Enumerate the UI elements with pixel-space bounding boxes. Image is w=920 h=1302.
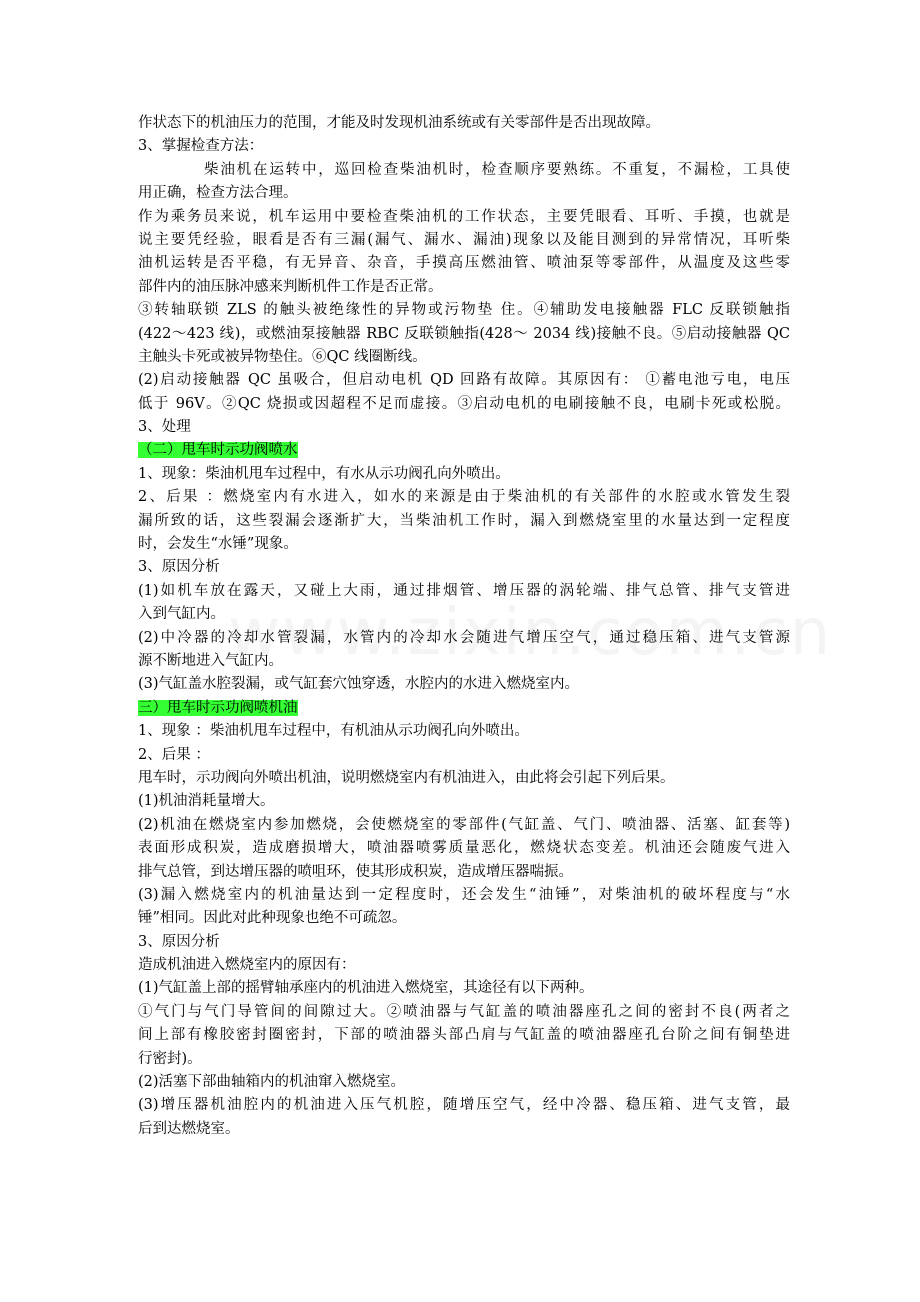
text-line-content: 部件内的油压脉冲感来判断机件工作是否正常。 bbox=[138, 278, 443, 295]
text-line bbox=[138, 1118, 790, 1141]
text-line bbox=[138, 861, 790, 884]
text-line bbox=[138, 369, 790, 392]
text-line-content: (3)漏入燃烧室内的机油量达到一定程度时，还会发生“油锤”，对柴油机的破坏程度与“水 bbox=[138, 886, 790, 903]
text-line-content: 表面形成积炭，造成磨损增大，喷油器喷雾质量恶化，燃烧状态变差。机油还会随废气进入 bbox=[138, 840, 790, 857]
section-heading bbox=[138, 697, 790, 720]
text-line bbox=[138, 393, 790, 416]
text-line-content: ①气门与气门导管间的间隙过大。②喷油器与气缸盖的喷油器座孔之间的密封不良(两者之 bbox=[138, 1003, 790, 1020]
text-line bbox=[138, 463, 790, 486]
text-line-content: (3)增压器机油腔内的机油进入压气机腔，随增压空气，经中冷器、稳压箱、进气支管，最 bbox=[138, 1097, 790, 1114]
text-line bbox=[138, 159, 790, 182]
text-line bbox=[138, 884, 790, 907]
text-line bbox=[138, 603, 790, 626]
text-line-content: 甩车时，示功阀向外喷出机油，说明燃烧室内有机油进入，由此将会引起下列后果。 bbox=[138, 769, 675, 786]
text-line bbox=[138, 206, 790, 229]
text-line bbox=[138, 767, 790, 790]
text-line-content: (2)活塞下部曲轴箱内的机油窜入燃烧室。 bbox=[138, 1074, 406, 1091]
text-line-content: 低于 96V。②QC 烧损或因超程不足而虚接。③启动电机的电刷接触不良，电刷卡死或松脱。 bbox=[138, 395, 790, 412]
text-line bbox=[138, 1001, 790, 1024]
text-line bbox=[138, 1048, 790, 1071]
text-line-content: 2、后果 ：燃烧室内有水进入，如水的来源是由于柴油机的有关部件的水腔或水管发生裂 bbox=[138, 489, 790, 506]
text-line-content: 3、原因分析 bbox=[138, 559, 220, 576]
text-line-content: 排气总管，到达增压器的喷咀环，使其形成积炭，造成增压器喘振。 bbox=[138, 863, 573, 880]
text-line-content: 锤”相同。因此对此种现象也绝不可疏忽。 bbox=[138, 910, 407, 927]
text-line-content: 作状态下的机油压力的范围，才能及时发现机油系统或有关零部件是否出现故障。 bbox=[138, 115, 660, 131]
text-line-content: 柴油机在运转中，巡回检查柴油机时，检查顺序要熟练。不重复，不漏检，工具使 bbox=[204, 161, 790, 178]
text-line-content: 主触头卡死或被异物垫住。⑥QC 线圈断线。 bbox=[138, 348, 427, 365]
text-line-content: 后到达燃烧室。 bbox=[138, 1120, 240, 1137]
text-line-content: (422～423 线)，或燃油泵接触器 RBC 反联锁触指(428～ 2034 线)接触不良。⑤启动接触器 QC bbox=[138, 325, 790, 342]
text-line bbox=[138, 720, 790, 743]
text-line-content: 造成机油进入燃烧室内的原因有： bbox=[138, 957, 356, 974]
text-line-content: 作为乘务员来说，机车运用中要检查柴油机的工作状态，主要凭眼看、耳听、手摸，也就是 bbox=[138, 208, 790, 225]
section-heading-text: 三）甩车时示功阀喷机油 bbox=[138, 699, 298, 716]
text-line bbox=[138, 931, 790, 954]
text-line-content: (1)机油消耗量增大。 bbox=[138, 793, 275, 810]
text-line-content: (2)机油在燃烧室内参加燃烧，会使燃烧室的零部件(气缸盖、气门、喷油器、活塞、缸套等) bbox=[138, 816, 790, 833]
text-line bbox=[138, 1071, 790, 1094]
text-line bbox=[138, 907, 790, 930]
text-line bbox=[138, 673, 790, 696]
text-line bbox=[138, 556, 790, 579]
text-line bbox=[138, 486, 790, 509]
text-line bbox=[138, 510, 790, 533]
document-body bbox=[138, 112, 790, 1141]
text-line-content: 2、后果 ： bbox=[138, 746, 210, 763]
text-line-content: 行密封)。 bbox=[138, 1050, 202, 1067]
text-line bbox=[138, 650, 790, 673]
text-line-content: ③转轴联锁 ZLS 的触头被绝缘性的异物或污物垫 住。④辅助发电接触器 FLC 反联锁触指 bbox=[138, 302, 790, 319]
text-line-content: 漏所致的话，这些裂漏会逐渐扩大，当柴油机工作时，漏入到燃烧室里的水量达到一定程度 bbox=[138, 512, 790, 529]
text-line bbox=[138, 790, 790, 813]
text-line-content: (1)如机车放在露天，又碰上大雨，通过排烟管、增压器的涡轮端、排气总管、排气支管进 bbox=[138, 582, 790, 599]
text-line-content: 间上部有橡胶密封圈密封，下部的喷油器头部凸肩与气缸盖的喷油器座孔台阶之间有铜垫进 bbox=[138, 1027, 790, 1044]
text-line bbox=[138, 580, 790, 603]
text-line-content: 源不断地进入气缸内。 bbox=[138, 652, 283, 669]
text-line-content: 3、掌握检查方法： bbox=[138, 138, 264, 155]
text-line bbox=[138, 276, 790, 299]
text-line bbox=[138, 323, 790, 346]
text-line bbox=[138, 837, 790, 860]
text-line-content: 用正确，检查方法合理。 bbox=[138, 185, 298, 202]
text-line-content: (3)气缸盖水腔裂漏，或气缸套穴蚀穿透，水腔内的水进入燃烧室内。 bbox=[138, 676, 580, 693]
text-line-content: (1)气缸盖上部的摇臂轴承座内的机油进入燃烧室，其途径有以下两种。 bbox=[138, 980, 594, 997]
text-line-content: 时，会发生“水锤”现象。 bbox=[138, 536, 298, 553]
text-line bbox=[138, 112, 790, 135]
section-heading bbox=[138, 439, 790, 462]
text-line bbox=[138, 299, 790, 322]
text-line-content: 入到气缸内。 bbox=[138, 606, 225, 623]
text-line bbox=[138, 744, 790, 767]
text-line bbox=[138, 533, 790, 556]
text-line bbox=[138, 182, 790, 205]
text-line-content: (2)中冷器的冷却水管裂漏，水管内的冷却水会随进气增压空气，通过稳压箱、进气支管源 bbox=[138, 629, 790, 646]
text-line-content: 1、现象 ：柴油机甩车过程中，有机油从示功阀孔向外喷出。 bbox=[138, 723, 529, 740]
text-line-content: 油机运转是否平稳，有无异音、杂音，手摸高压燃油管、喷油泵等零部件，从温度及这些零 bbox=[138, 255, 790, 272]
text-line bbox=[138, 1094, 790, 1117]
text-line-content: 3、原因分析 bbox=[138, 933, 220, 950]
text-line bbox=[138, 1024, 790, 1047]
text-line bbox=[138, 252, 790, 275]
text-line bbox=[138, 977, 790, 1000]
text-line-content: 3、处理 bbox=[138, 419, 191, 436]
section-heading-text: （二）甩车时示功阀喷水 bbox=[138, 442, 298, 459]
text-line bbox=[138, 954, 790, 977]
text-line bbox=[138, 135, 790, 158]
text-line-content: 1、现象：柴油机甩车过程中，有水从示功阀孔向外喷出。 bbox=[138, 465, 510, 482]
text-line bbox=[138, 416, 790, 439]
text-line bbox=[138, 346, 790, 369]
text-line bbox=[138, 229, 790, 252]
text-line bbox=[138, 627, 790, 650]
text-line bbox=[138, 814, 790, 837]
text-line-content: 说主要凭经验，眼看是否有三漏(漏气、漏水、漏油)现象以及能目测到的异常情况，耳听柴 bbox=[138, 231, 790, 248]
text-line-content: (2)启动接触器 QC 虽吸合，但启动电机 QD 回路有故障。其原因有： ①蓄电池亏电，电压 bbox=[138, 372, 790, 389]
